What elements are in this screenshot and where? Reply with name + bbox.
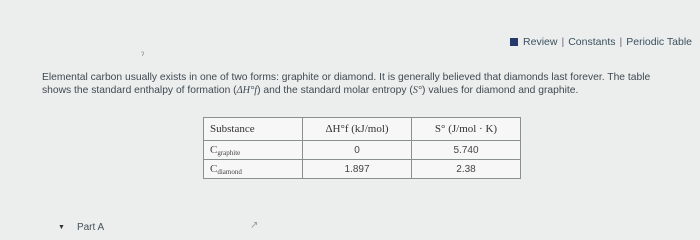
separator: | (619, 36, 623, 48)
periodic-table-link[interactable]: Periodic Table (626, 36, 692, 48)
enthalpy-symbol: ΔH°f (236, 85, 258, 96)
resource-links (510, 36, 692, 48)
part-a-toggle[interactable] (58, 222, 104, 233)
substance-cell: $C_{graphite}$ (204, 141, 303, 160)
substance-cell: $C_{diamond}$ (204, 160, 303, 179)
enthalpy-cell: 0 (303, 141, 412, 160)
stray-mark: ˀ (141, 50, 145, 60)
enthalpy-cell: 1.897 (303, 160, 412, 179)
intro-line2c: ) values for diamond and graphite. (422, 85, 579, 96)
header-entropy: S° (J/mol · K) (412, 118, 521, 141)
cursor-mark: ↗ (250, 220, 259, 231)
intro-line1: Elemental carbon usually exists in one of two forms: graphite or diamond. It is generally believed that diamonds last forever. The table (42, 72, 651, 83)
header-substance: Substance (204, 118, 303, 141)
review-link[interactable]: Review (523, 36, 558, 48)
part-a-label: Part A (76, 222, 105, 233)
intro-line2a: shows the standard enthalpy of formation ( (42, 85, 237, 96)
intro-line2b: ) and the standard molar entropy ( (257, 85, 413, 96)
table-row (204, 160, 521, 179)
problem-intro (42, 71, 672, 97)
entropy-symbol: S° (412, 85, 423, 96)
book-icon (510, 38, 518, 46)
entropy-cell: 5.740 (412, 141, 521, 160)
entropy-cell: 2.38 (412, 160, 521, 179)
separator: | (561, 36, 565, 48)
table-header-row (204, 118, 521, 141)
thermo-table (203, 117, 521, 179)
header-enthalpy: ΔH°f (kJ/mol) (303, 118, 412, 141)
table-row (204, 141, 521, 160)
constants-link[interactable]: Constants (568, 36, 616, 48)
collapse-triangle-icon: ▼ (58, 224, 65, 231)
